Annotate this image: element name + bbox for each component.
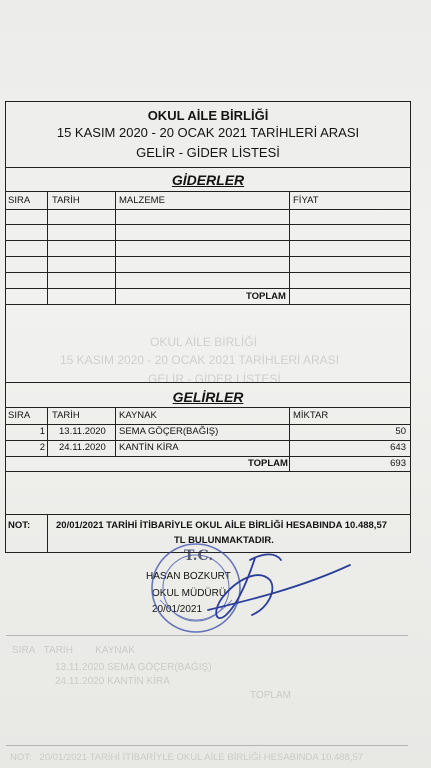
col-header-kaynak: KAYNAK (119, 410, 157, 421)
gelirler-title: GELİRLER (172, 389, 244, 405)
col-header-tarih: TARİH (52, 410, 80, 421)
col-header-sira: SIRA (8, 410, 31, 421)
signatory-name: HASAN BOZKURT (146, 571, 231, 582)
bleed-through-row: 24.11.2020 KANTİN KİRA (55, 676, 170, 687)
bleed-through-subtitle: GELİR - GİDER LİSTESİ (148, 372, 281, 386)
note-line-1: 20/01/2021 TARİHİ İTİBARİYLE OKUL AİLE BİRLİĞİ HESABINDA 10.488,57 (56, 520, 388, 531)
row-amount: 643 (390, 442, 406, 453)
col-header-malzeme: MALZEME (119, 195, 165, 206)
bleed-through-total: TOPLAM (250, 690, 291, 701)
bleed-through-table: SIRA TARİH KAYNAK (12, 645, 135, 656)
note-label: NOT: (8, 520, 31, 531)
gelirler-total-value: 693 (390, 458, 406, 469)
row-source: KANTİN KİRA (119, 442, 179, 453)
document-subtitle: GELİR - GİDER LİSTESİ (136, 145, 280, 160)
bleed-through-title: OKUL AİLE BİRLİĞİ (150, 335, 257, 349)
row-date: 24.11.2020 (59, 442, 106, 453)
bleed-through-note: NOT: 20/01/2021 TARİHİ İTİBARİYLE OKUL AİLE BİRLİĞİ HESABINDA 10.488,57 (10, 752, 364, 763)
document-period: 15 KASIM 2020 - 20 OCAK 2021 TARİHLERİ ARASI (56, 125, 360, 140)
giderler-total-label: TOPLAM (246, 291, 286, 302)
col-header-fiyat: FİYAT (293, 195, 319, 206)
row-date: 13.11.2020 (59, 426, 106, 437)
signatory-role: OKUL MÜDÜRÜ (152, 588, 227, 599)
col-header-tarih: TARİH (52, 195, 80, 206)
svg-text:T.C.: T.C. (184, 548, 214, 564)
giderler-title: GİDERLER (171, 172, 245, 188)
school-seal-stamp (152, 544, 240, 632)
row-amount: 50 (395, 426, 406, 437)
note-line-2: TL BULUNMAKTADIR. (174, 535, 274, 546)
bleed-through-period: 15 KASIM 2020 - 20 OCAK 2021 TARİHLERİ ARASI (60, 353, 340, 367)
row-no: 2 (39, 442, 45, 453)
row-source: SEMA GÖÇER(BAĞIŞ) (119, 426, 219, 437)
col-header-sira: SIRA (8, 195, 31, 206)
document-title: OKUL AİLE BİRLİĞİ (147, 108, 269, 123)
col-header-miktar: MİKTAR (293, 410, 329, 421)
bleed-through-row: 13.11.2020 SEMA GÖÇER(BAĞIŞ) (55, 662, 212, 673)
gelirler-total-label: TOPLAM (248, 458, 288, 469)
row-no: 1 (39, 426, 45, 437)
signature-date: 20/01/2021 (152, 604, 203, 615)
